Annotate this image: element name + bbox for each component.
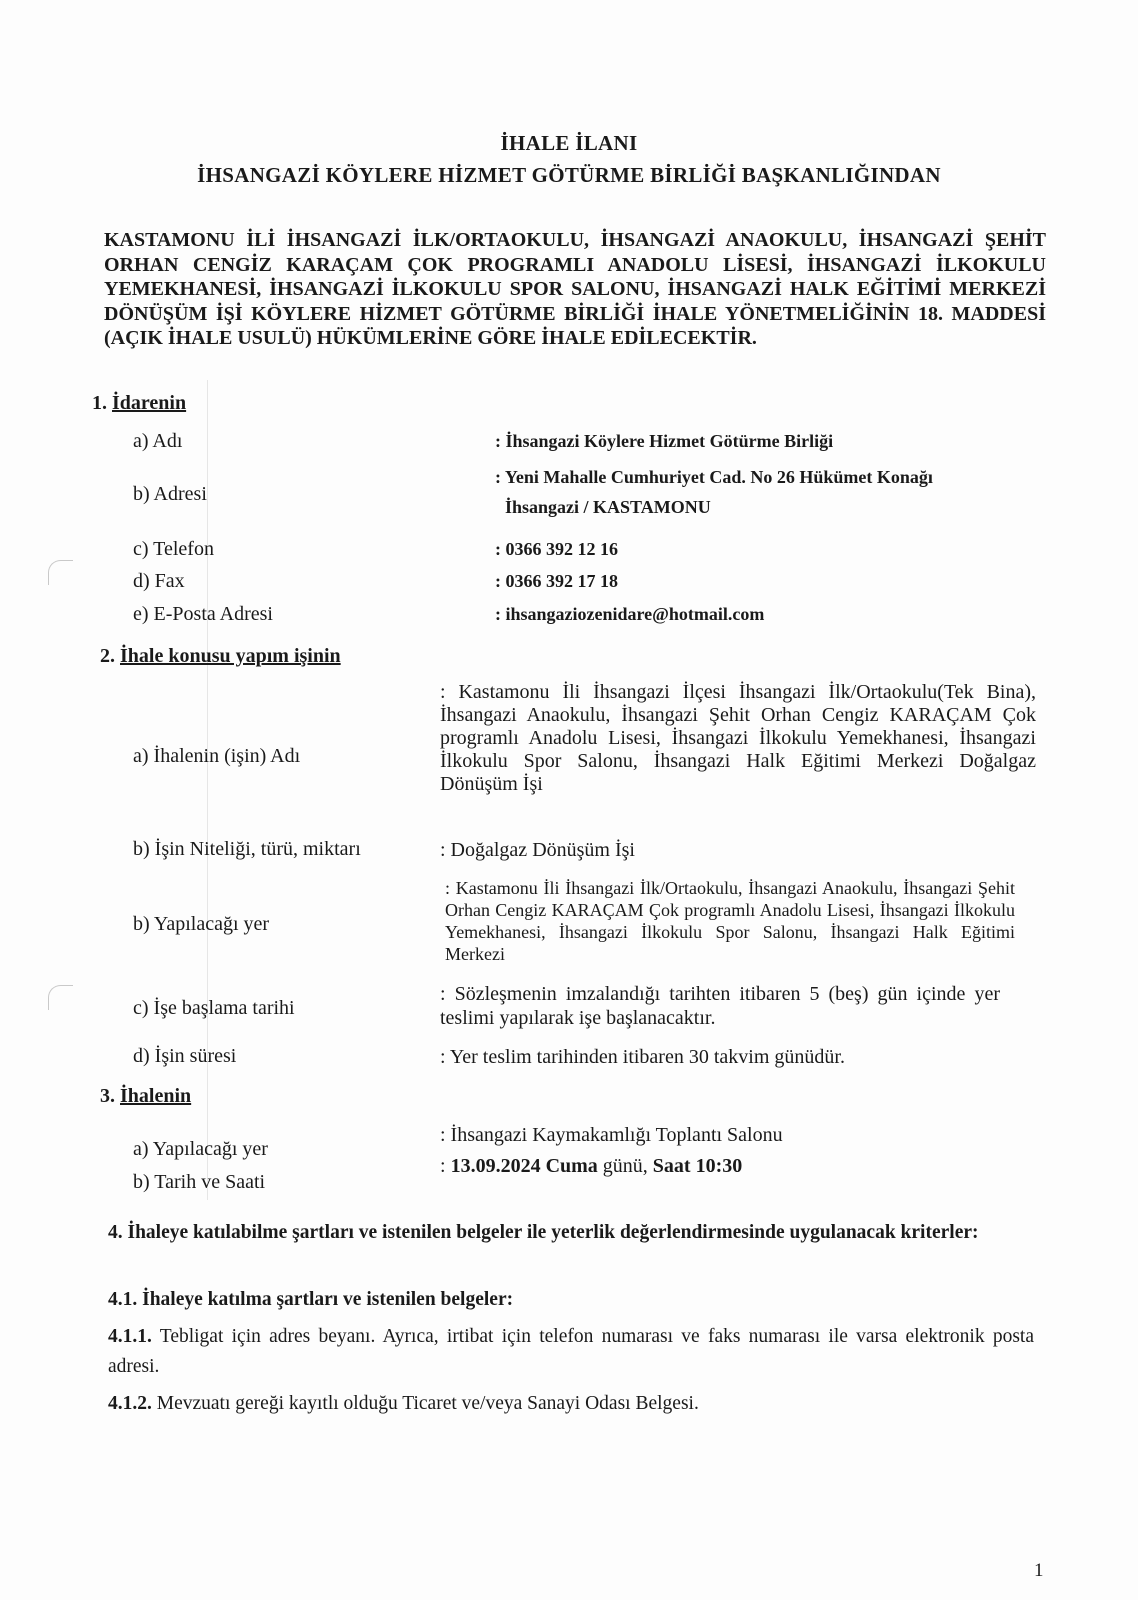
field-value: : İhsangazi Köylere Hizmet Götürme Birliği <box>495 431 834 451</box>
section-number: 1. <box>92 392 107 414</box>
punch-hole-mark <box>48 985 73 1010</box>
value-prefix: : <box>440 1155 451 1177</box>
paragraph-number: 4.1.1. <box>108 1326 152 1347</box>
section-2-heading <box>100 645 341 668</box>
field-label: b) Yapılacağı yer <box>133 913 270 935</box>
section-1-heading <box>92 392 186 415</box>
section-4-heading: 4. İhaleye katılabilme şartları ve istenilen belgeler ile yeterlik değerlendirmesinde uygulanacak kriterler: <box>108 1222 979 1243</box>
field-value: : Kastamonu İli İhsangazi İlçesi İhsangazi İlk/Ortaokulu(Tek Bina), İhsangazi Anaokulu, İhsangazi Şehit Orhan Cengiz KARAÇAM Çok programlı Anadolu Lisesi, İhsangazi İlkokulu Yemekhanesi, İhsangazi İlkokulu Spor Salonu, İhsangazi Halk Eğitimi Merkezi Doğalgaz Dönüşüm İşi <box>440 681 1036 795</box>
field-value: : Doğalgaz Dönüşüm İşi <box>440 839 635 861</box>
section-number: 2. <box>100 645 115 667</box>
intro-paragraph: KASTAMONU İLİ İHSANGAZİ İLK/ORTAOKULU, İHSANGAZİ ANAOKULU, İHSANGAZİ ŞEHİT ORHAN CENGİZ KARAÇAM ÇOK PROGRAMLI ANADOLU LİSESİ, İHSANGAZİ İLKOKULU YEMEKHANESİ, İHSANGAZİ İLKOKULU SPOR SALONU, İHSANGAZİ HALK EĞİTİMİ MERKEZİ DÖNÜŞÜM İŞİ KÖYLERE HİZMET GÖTÜRME BİRLİĞİ İHALE YÖNETMELİĞİNİN 18. MADDESİ (AÇIK İHALE USULÜ) HÜKÜMLERİNE GÖRE İHALE EDİLECEKTİR. <box>104 229 1046 349</box>
field-value <box>440 1155 742 1178</box>
field-label: a) İhalenin (işin) Adı <box>133 745 301 767</box>
page-crease <box>207 380 208 1200</box>
field-value: : Sözleşmenin imzalandığı tarihten itibaren 5 (beş) gün içinde yer teslimi yapılarak işe başlanacaktır. <box>440 983 1000 1029</box>
tender-time: Saat 10:30 <box>652 1155 743 1177</box>
paragraph-4-1-2 <box>108 1389 1034 1419</box>
section-title: İdarenin <box>112 392 187 414</box>
field-label: b) Adresi <box>133 483 207 505</box>
paragraph-text: Mevzuatı gereği kayıtlı olduğu Ticaret ve/veya Sanayi Odası Belgesi. <box>151 1393 699 1414</box>
field-label: c) Telefon <box>133 538 214 560</box>
section-title: İhale konusu yapım işinin <box>120 645 341 667</box>
document-title: İHALE İLANI <box>500 131 638 155</box>
section-title: İhalenin <box>120 1085 192 1107</box>
field-label: c) İşe başlama tarihi <box>133 997 295 1019</box>
field-value: : Yeni Mahalle Cumhuriyet Cad. No 26 Hükümet Konağı <box>495 467 933 487</box>
field-label: b) Tarih ve Saati <box>133 1171 266 1193</box>
field-label: d) Fax <box>133 570 185 592</box>
tender-date: 13.09.2024 Cuma <box>450 1155 598 1177</box>
paragraph-text: Tebligat için adres beyanı. Ayrıca, irtibat için telefon numarası ve faks numarası ile varsa elektronik posta adresi. <box>108 1326 1034 1377</box>
value-mid: günü, <box>597 1155 653 1177</box>
field-value: : Yer teslim tarihinden itibaren 30 takvim günüdür. <box>440 1046 845 1068</box>
paragraph-number: 4.1.2. <box>108 1393 152 1414</box>
field-value: : İhsangazi Kaymakamlığı Toplantı Salonu <box>440 1124 783 1146</box>
section-4-1-heading: 4.1. İhaleye katılma şartları ve istenilen belgeler: <box>108 1289 514 1310</box>
document-subtitle: İHSANGAZİ KÖYLERE HİZMET GÖTÜRME BİRLİĞİ BAŞKANLIĞINDAN <box>197 163 941 187</box>
field-label: a) Yapılacağı yer <box>133 1138 268 1160</box>
field-value: : ihsangaziozenidare@hotmail.com <box>495 604 765 624</box>
section-3-heading <box>100 1085 191 1108</box>
field-label: a) Adı <box>133 430 183 452</box>
field-label: b) İşin Niteliği, türü, miktarı <box>133 838 361 860</box>
field-value: : Kastamonu İli İhsangazi İlk/Ortaokulu, İhsangazi Anaokulu, İhsangazi Şehit Orhan Cengiz KARAÇAM Çok programlı Anadolu Lisesi, İhsangazi İlkokulu Yemekhanesi, İhsangazi İlkokulu Spor Salonu, İhsangazi Halk Eğitimi Merkezi <box>445 878 1015 964</box>
field-value: : 0366 392 12 16 <box>495 539 618 559</box>
page-number: 1 <box>1034 1560 1044 1581</box>
field-value-line2: İhsangazi / KASTAMONU <box>505 497 711 517</box>
field-label: e) E-Posta Adresi <box>133 603 273 625</box>
field-label: d) İşin süresi <box>133 1045 237 1067</box>
section-number: 3. <box>100 1085 115 1107</box>
field-value: : 0366 392 17 18 <box>495 571 618 591</box>
punch-hole-mark <box>48 560 73 585</box>
paragraph-4-1-1 <box>108 1322 1034 1382</box>
